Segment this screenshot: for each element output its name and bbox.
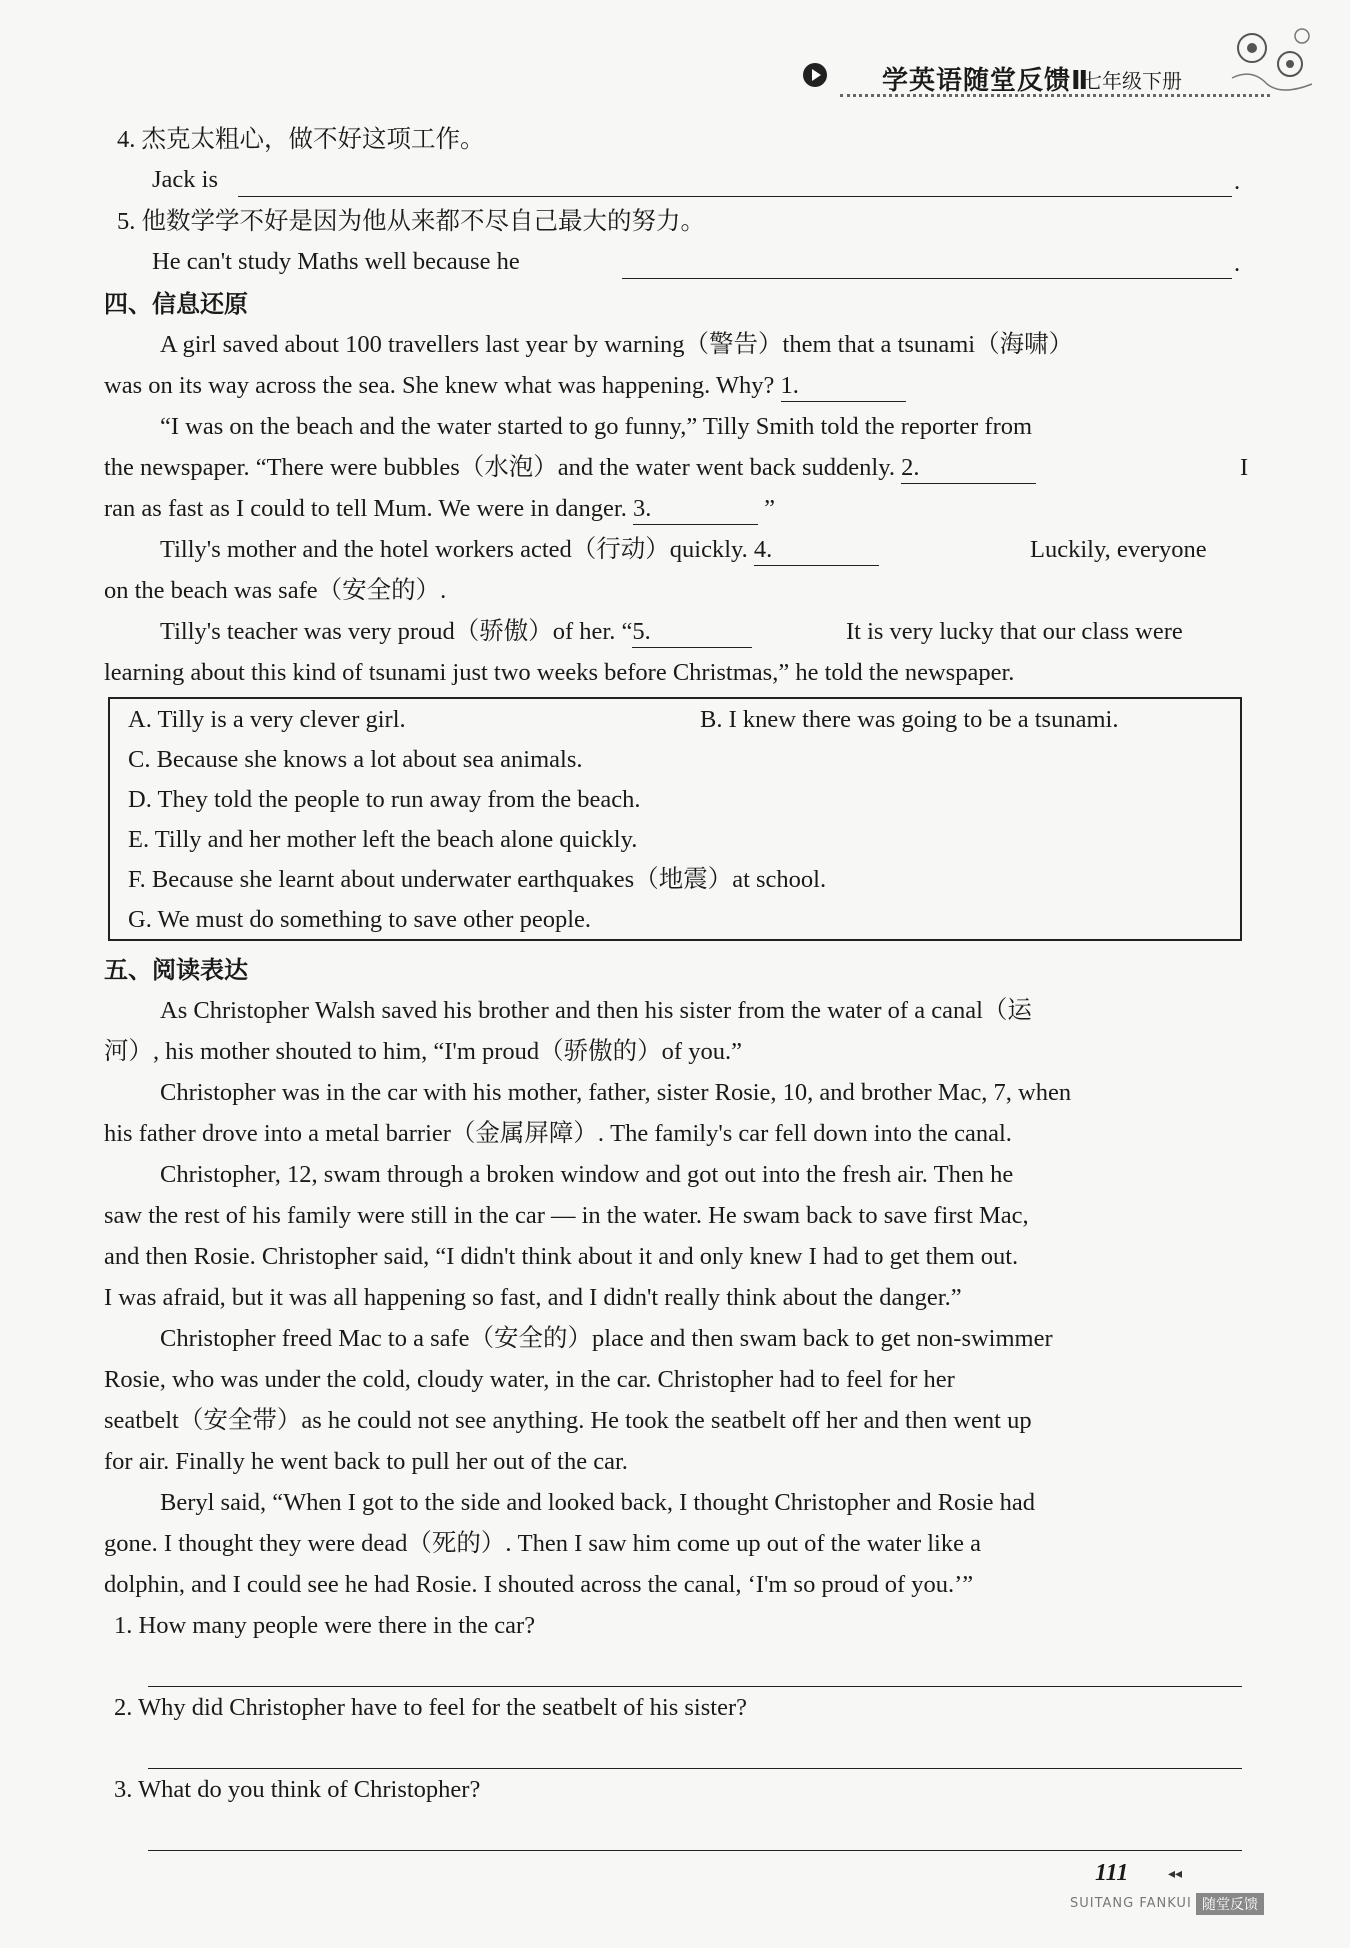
- s5-line-7: and then Rosie. Christopher said, “I didn't think about it and only knew I had to get them out.: [104, 1243, 1019, 1270]
- footer-brand-cn: 随堂反馈: [1196, 1893, 1264, 1915]
- flower-decoration-icon: [1222, 18, 1322, 98]
- s5-line-3: Christopher was in the car with his mother, father, sister Rosie, 10, and brother Mac, 7, when: [160, 1079, 1072, 1106]
- s4-line-5: ran as fast as I could to tell Mum. We were in danger. 3. ”: [104, 489, 775, 529]
- page-number: 111: [1095, 1860, 1129, 1886]
- s4-line-1: A girl saved about 100 travellers last year by warning（警告）them that a tsunami（海啸）: [160, 331, 1074, 358]
- question-3: 3. What do you think of Christopher?: [114, 1776, 481, 1803]
- s4-line-9: learning about this kind of tsunami just two weeks before Christmas,” he told the newspaper.: [104, 659, 1015, 686]
- s4-line-4-end: I: [1240, 454, 1249, 481]
- option-e: E. Tilly and her mother left the beach alone quickly.: [128, 826, 638, 853]
- s5-line-1: As Christopher Walsh saved his brother and then his sister from the water of a canal（运: [160, 997, 1032, 1024]
- q5-chinese: 5. 他数学学不好是因为他从来都不尽自己最大的努力。: [117, 208, 705, 235]
- footer-brand: SUITANG FANKUI: [1070, 1896, 1192, 1911]
- grade-label: 七年级下册: [1082, 69, 1182, 93]
- blank-3[interactable]: 3.: [633, 494, 758, 525]
- book-title: 学英语随堂反馈Ⅱ: [882, 66, 1090, 96]
- option-g: G. We must do something to save other people.: [128, 906, 591, 933]
- section5-title: 五、阅读表达: [104, 956, 248, 984]
- page-arrows-icon: ◂◂: [1168, 1867, 1183, 1882]
- s4-line-8: Tilly's teacher was very proud（骄傲）of her. “5.: [160, 612, 752, 652]
- answer-line-1[interactable]: [148, 1686, 1242, 1687]
- s4-line-6: Tilly's mother and the hotel workers acted（行动）quickly. 4.: [160, 530, 879, 570]
- s5-line-15: dolphin, and I could see he had Rosie. I shouted across the canal, ‘I'm so proud of you.’”: [104, 1571, 974, 1598]
- blank-5[interactable]: 5.: [632, 617, 752, 648]
- section4-title: 四、信息还原: [104, 290, 248, 318]
- q5-period: .: [1234, 250, 1241, 277]
- blank-1[interactable]: 1.: [781, 371, 906, 402]
- answer-line-3[interactable]: [148, 1850, 1242, 1851]
- s5-line-9: Christopher freed Mac to a safe（安全的）place and then swam back to get non-swimmer: [160, 1325, 1053, 1352]
- s5-line-13: Beryl said, “When I got to the side and looked back, I thought Christopher and Rosie had: [160, 1489, 1036, 1516]
- s5-line-10: Rosie, who was under the cold, cloudy water, in the car. Christopher had to feel for her: [104, 1366, 955, 1393]
- s4-line-7: on the beach was safe（安全的）.: [104, 577, 447, 604]
- blank-2[interactable]: 2.: [901, 453, 1036, 484]
- s4-line-8-end: It is very lucky that our class were: [846, 618, 1183, 645]
- s5-line-12: for air. Finally he went back to pull her out of the car.: [104, 1448, 628, 1475]
- q4-chinese: 4. 杰克太粗心，做不好这项工作。: [117, 126, 485, 153]
- play-icon: [802, 62, 828, 88]
- q5-english-prompt: He can't study Maths well because he: [152, 248, 520, 275]
- s5-line-6: saw the rest of his family were still in the car — in the water. He swam back to save first Mac,: [104, 1202, 1029, 1229]
- s4-line-4: the newspaper. “There were bubbles（水泡）and the water went back suddenly. 2.: [104, 448, 1036, 488]
- option-a: A. Tilly is a very clever girl.: [128, 706, 406, 733]
- question-2: 2. Why did Christopher have to feel for the seatbelt of his sister?: [114, 1694, 747, 1721]
- option-f: F. Because she learnt about underwater earthquakes（地震）at school.: [128, 866, 827, 893]
- q4-answer-line[interactable]: [238, 196, 1232, 197]
- option-d: D. They told the people to run away from the beach.: [128, 786, 641, 813]
- s4-line-6-end: Luckily, everyone: [1030, 536, 1207, 563]
- q5-answer-line[interactable]: [622, 278, 1232, 279]
- option-c: C. Because she knows a lot about sea animals.: [128, 746, 583, 773]
- s5-line-4: his father drove into a metal barrier（金属屏障）. The family's car fell down into the canal.: [104, 1120, 1012, 1147]
- s5-line-11: seatbelt（安全带）as he could not see anything. He took the seatbelt off her and then went up: [104, 1407, 1032, 1434]
- q4-period: .: [1234, 168, 1241, 195]
- s5-line-14: gone. I thought they were dead（死的）. Then I saw him come up out of the water like a: [104, 1530, 981, 1557]
- page-header: [790, 52, 1260, 102]
- s5-line-5: Christopher, 12, swam through a broken window and got out into the fresh air. Then he: [160, 1161, 1014, 1188]
- s5-line-2: 河）, his mother shouted to him, “I'm proud（骄傲的）of you.”: [104, 1038, 742, 1065]
- option-b: B. I knew there was going to be a tsunami.: [700, 706, 1119, 733]
- question-1: 1. How many people were there in the car?: [114, 1612, 536, 1639]
- answer-line-2[interactable]: [148, 1768, 1242, 1769]
- s4-line-3: “I was on the beach and the water started to go funny,” Tilly Smith told the reporter from: [160, 413, 1033, 440]
- s4-line-2: was on its way across the sea. She knew what was happening. Why? 1.: [104, 366, 906, 406]
- q4-english-prompt: Jack is: [152, 166, 218, 193]
- s5-line-8: I was afraid, but it was all happening so fast, and I didn't really think about the danger.”: [104, 1284, 962, 1311]
- header-dotted-rule: [840, 94, 1270, 97]
- blank-4[interactable]: 4.: [754, 535, 879, 566]
